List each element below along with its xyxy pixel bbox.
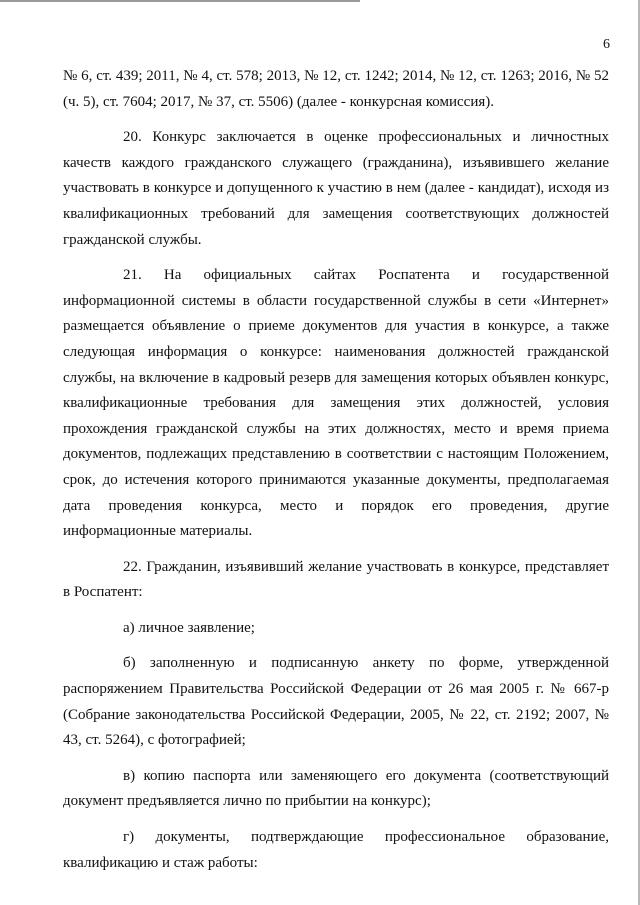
scan-edge-top: [0, 0, 360, 2]
list-item-g: г) документы, подтверждающие профессиональное образование, квалификацию и стаж работы:: [63, 829, 609, 871]
paragraph-continuation: № 6, ст. 439; 2011, № 4, ст. 578; 2013, № 12, ст. 1242; 2014, № 12, ст. 1263; 2016, № 52 (ч. 5), ст. 7604; 2017, № 37, ст. 5506) (далее - конкурсная комиссия).: [63, 68, 609, 110]
list-item-v: в) копию паспорта или заменяющего его документа (соответствующий документ предъявляется лично по прибытии на конкурс);: [63, 767, 609, 810]
list-item-a: а) личное заявление;: [123, 619, 255, 636]
document-body: [63, 64, 609, 876]
paragraph-20: 20. Конкурс заключается в оценке профессиональных и личностных качеств каждого гражданского служащего (гражданина), изъявившего желание участвовать в конкурсе и допущенного к участию в нем (далее - кандидат), исходя из квалификационных требований для замещения соответствующих должностей гражданской службы.: [63, 129, 609, 248]
paragraph-22: 22. Гражданин, изъявивший желание участвовать в конкурсе, представляет в Роспатент:: [63, 558, 609, 601]
page-number: 6: [603, 37, 610, 52]
list-item-b: б) заполненную и подписанную анкету по форме, утвержденной распоряжением Правительства Российской Федерации от 26 мая 2005 г. № 667-р (Собрание законодательства Российской Федерации, 2005, № 22, ст. 2192; 2007, № 43, ст. 5264), с фотографией;: [63, 655, 609, 749]
paragraph-21: 21. На официальных сайтах Роспатента и государственной информационной системы в области государственной службы в сети «Интернет» размещается объявление о приеме документов для участия в конкурсе, а также следующая информация о конкурсе: наименования должностей гражданской службы, на включение в кадровый резерв для замещения которых объявлен конкурс, квалификационные требования для замещения этих должностей, условия прохождения гражданской службы на этих должностях, место и время приема документов, подлежащих представлению в соответствии с настоящим Положением, срок, до истечения которого принимаются указанные документы, предполагаемая дата проведения конкурса, место и порядок его проведения, другие информационные материалы.: [63, 267, 609, 540]
